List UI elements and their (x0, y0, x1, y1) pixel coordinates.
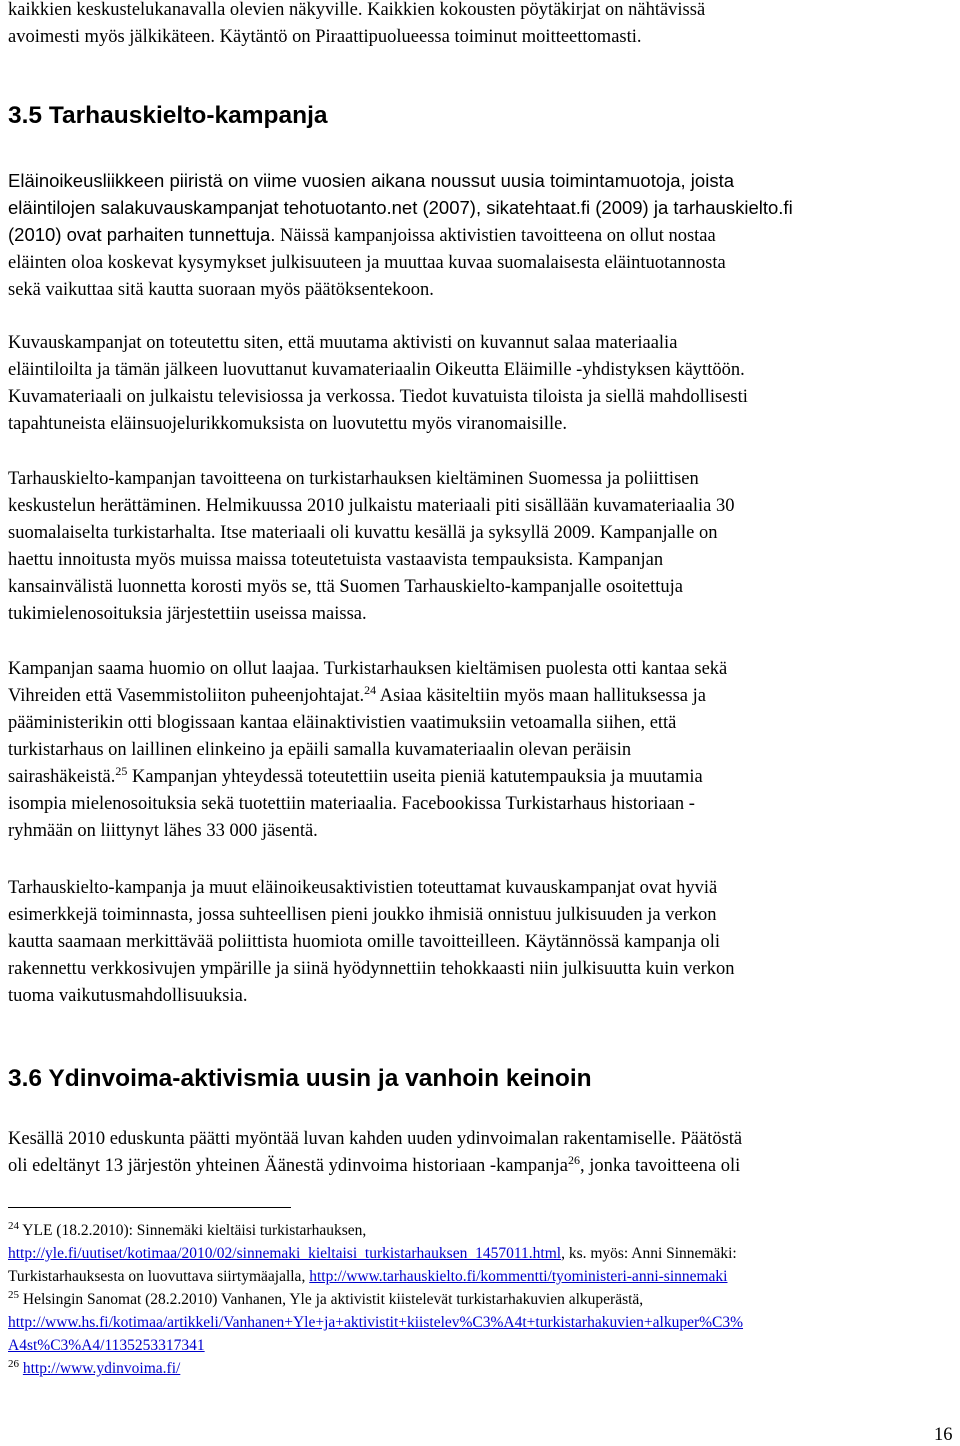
footnote-number: 24 (8, 1220, 19, 1232)
paragraph-3-6 (8, 1126, 952, 1180)
footnote-text: YLE (18.2.2010): Sinnemäki kieltäisi turkistarhauksen, (19, 1222, 367, 1239)
footnote-24-line-2 (8, 1242, 952, 1265)
text-line: Eläinoikeusliikkeen piiristä on viime vuosien aikana noussut uusia toimintamuotoja, joista (8, 170, 734, 191)
intro-paragraph (8, 0, 952, 51)
text-line: Tarhauskielto-kampanja ja muut eläinoikeusaktivistien toteuttamat kuvauskampanjat ovat hyviä (8, 878, 718, 898)
footnote-divider (8, 1207, 291, 1208)
paragraph-1 (8, 167, 952, 304)
text-line: kautta saamaan merkittävää poliittista huomiota omille tavoitteilleen. Käytännössä kampanja oli (8, 932, 721, 952)
footnote-24-line-3 (8, 1265, 952, 1288)
footnote-ref-26[interactable]: 26 (567, 1153, 580, 1167)
footnote-number: 26 (8, 1358, 19, 1370)
text-line: tuoma vaikutusmahdollisuuksia. (8, 986, 248, 1006)
text-line (8, 683, 952, 710)
text-fragment: (2010) ovat parhaiten tunnettuja. (8, 224, 276, 245)
footnote-text: Helsingin Sanomat (28.2.2010) Vanhanen, Yle ja aktivistit kiistelevät turkistarhakuvien alkuperästä, (19, 1291, 644, 1308)
text-fragment: sairashäkeistä. (8, 767, 116, 787)
text-line: eläintiloilta ja tämän jälkeen luovuttanut kuvamateriaalin Oikeutta Eläimille -yhdistyksen käyttöön. (8, 360, 745, 380)
text-line (8, 221, 952, 250)
text-line: Kampanjan saama huomio on ollut laajaa. Turkistarhauksen kieltämisen puolesta otti kantaa sekä (8, 659, 728, 679)
footnote-ref-24[interactable]: 24 (364, 683, 377, 697)
text-line: avoimesti myös jälkikäteen. Käytäntö on Piraattipuolueessa toiminut moitteettomasti. (8, 27, 642, 47)
text-line: tukimielenosoituksia järjestettiin useissa maissa. (8, 604, 367, 624)
paragraph-4 (8, 656, 952, 845)
text-line: Tarhauskielto-kampanjan tavoitteena on turkistarhauksen kieltäminen Suomessa ja poliittisen (8, 469, 699, 489)
footnote-25 (8, 1288, 952, 1311)
text-fragment: oli edeltänyt 13 järjestön yhteinen Äänestä ydinvoima historiaan -kampanja (8, 1156, 568, 1176)
text-line: esimerkkejä toiminnasta, jossa suhteellisen pieni joukko ihmisiä onnistuu julkisuuden ja verkon (8, 905, 717, 925)
text-line: pääministerikin otti blogissaan kantaa eläinaktivistien vaatimuksiin vetoamalla siihen, että (8, 713, 677, 733)
section-heading-3-6: 3.6 Ydinvoima-aktivismia uusin ja vanhoin keinoin (8, 1065, 592, 1092)
footnote-text: , ks. myös: Anni Sinnemäki: (561, 1245, 737, 1262)
text-line: keskustelun herättäminen. Helmikuussa 2010 julkaistu materiaali piti sisällään kuvamateriaalia 30 (8, 496, 735, 516)
text-line: ryhmään on liittynyt lähes 33 000 jäsentä. (8, 821, 318, 841)
footnote-link[interactable]: http://www.tarhauskielto.fi/kommentti/tyoministeri-anni-sinnemaki (309, 1268, 728, 1285)
text-line: rakennettu verkkosivujen ympärille ja siinä hyödynnettiin tehokkaasti niin julkisuutta kuin verkon (8, 959, 735, 979)
page-number: 16 (934, 1425, 953, 1445)
text-line: Kuvauskampanjat on toteutettu siten, että muutama aktivisti on kuvannut salaa materiaalia (8, 333, 678, 353)
footnote-link[interactable]: http://yle.fi/uutiset/kotimaa/2010/02/sinnemaki_kieltaisi_turkistarhauksen_1457011.html (8, 1245, 562, 1262)
text-line: isompia mielenosoituksia sekä tuotettiin materiaalia. Facebookissa Turkistarhaus historiaan - (8, 794, 695, 814)
text-line: suomalaiselta turkistarhalta. Itse materiaali oli kuvattu kesällä ja syksyllä 2009. Kampanjalle on (8, 523, 718, 543)
text-line: Kesällä 2010 eduskunta päätti myöntää luvan kahden uuden ydinvoimalan rakentamiselle. Päätöstä (8, 1129, 743, 1149)
footnote-link[interactable]: http://www.hs.fi/kotimaa/artikkeli/Vanhanen+Yle+ja+aktivistit+kiistelev%C3%A4t+turkistarhakuvien+alkuper%C3% (8, 1314, 744, 1331)
section-heading-3-5: 3.5 Tarhauskielto-kampanja (8, 102, 328, 129)
paragraph-2 (8, 330, 952, 438)
text-line: kansainvälistä luonnetta korosti myös se, ttä Suomen Tarhauskielto-kampanjalle osoitettuja (8, 577, 684, 597)
text-fragment: Kampanjan yhteydessä toteutettiin useita pieniä katutempauksia ja muutamia (127, 767, 703, 787)
footnote-link[interactable]: A4st%C3%A4/1135253317341 (8, 1337, 205, 1354)
text-line: sekä vaikuttaa sitä kautta suoraan myös päätöksentekoon. (8, 280, 434, 300)
text-line (8, 1153, 952, 1180)
text-fragment: Asiaa käsiteltiin myös maan hallituksessa ja (376, 686, 706, 706)
paragraph-5 (8, 875, 952, 1010)
footnote-link[interactable]: http://www.ydinvoima.fi/ (22, 1360, 181, 1377)
footnote-25-line-3 (8, 1334, 952, 1357)
footnote-ref-25[interactable]: 25 (115, 764, 128, 778)
footnote-text: Turkistarhauksesta on luovuttava siirtymäajalla, (8, 1268, 310, 1285)
footnote-25-line-2 (8, 1311, 952, 1334)
text-line: eläintilojen salakuvauskampanjat tehotuotanto.net (2007), sikatehtaat.fi (2009) ja tarhauskielto.fi (8, 197, 793, 218)
footnote-26 (8, 1357, 952, 1380)
text-fragment: , jonka tavoitteena oli (579, 1156, 741, 1176)
text-line: haettu innoitusta myös muissa maissa toteutetuista vastaavista tempauksista. Kampanjan (8, 550, 664, 570)
footnote-number: 25 (8, 1289, 19, 1301)
text-line: kaikkien keskustelukanavalla olevien näkyville. Kaikkien kokousten pöytäkirjat on nähtävissä (8, 0, 706, 20)
footnotes (8, 1219, 952, 1380)
text-fragment: Näissä kampanjoissa aktivistien tavoitteena on ollut nostaa (275, 226, 716, 246)
text-line: turkistarhaus on laillinen elinkeino ja epäili samalla kuvamateriaalin olevan peräisin (8, 740, 632, 760)
text-line: tapahtuneista eläinsuojelurikkomuksista on luovutettu myös viranomaisille. (8, 414, 568, 434)
footnote-24 (8, 1219, 952, 1242)
text-line (8, 764, 952, 791)
paragraph-3 (8, 466, 952, 628)
text-line: eläinten oloa koskevat kysymykset julkisuuteen ja muuttaa kuvaa suomalaisesta eläintuotannosta (8, 253, 726, 273)
text-fragment: Vihreiden että Vasemmistoliiton puheenjohtajat. (8, 686, 365, 706)
text-line: Kuvamateriaali on julkaistu televisiossa ja verkossa. Tiedot kuvatuista tiloista ja siellä mahdollisesti (8, 387, 748, 407)
